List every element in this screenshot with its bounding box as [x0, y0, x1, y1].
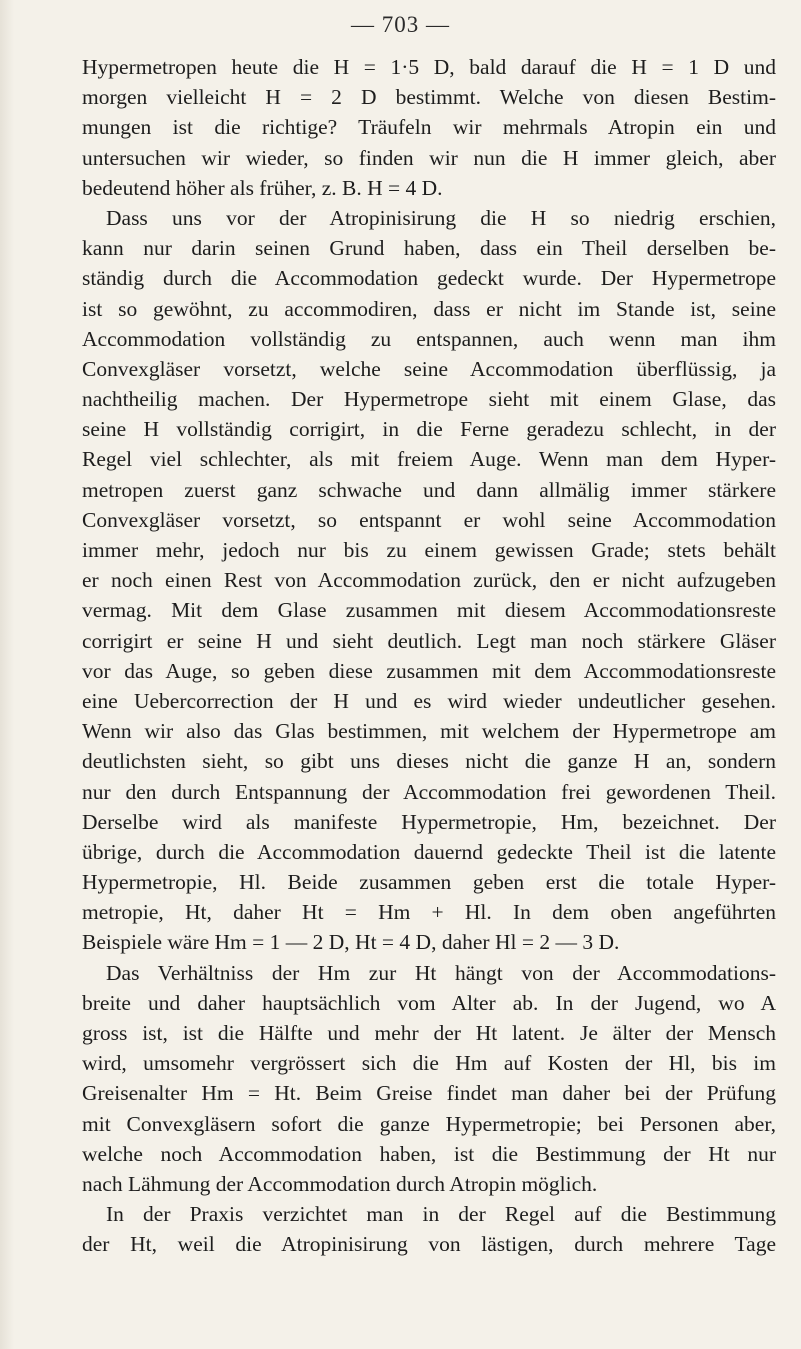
text-line: Derselbe wird als manifeste Hypermetropie, Hm, bezeichnet. Der: [82, 809, 776, 834]
text-line: Convexgläser vorsetzt, so entspannt er wohl seine Accommodation: [82, 507, 776, 532]
text-line: mungen ist die richtige? Träufeln wir mehrmals Atropin ein und: [82, 115, 776, 140]
text-line: vermag. Mit dem Glase zusammen mit diesem Accommodationsreste: [82, 598, 776, 623]
text-line: morgen vielleicht H = 2 D bestimmt. Welche von diesen Bestim-: [82, 85, 776, 110]
text-line: wird, umsomehr vergrössert sich die Hm auf Kosten der Hl, bis im: [82, 1051, 776, 1076]
text-line: mit Convexgläsern sofort die ganze Hypermetropie; bei Personen aber,: [82, 1111, 776, 1136]
page-number: — 703 —: [351, 12, 450, 37]
text-line: gross ist, ist die Hälfte und mehr der Ht latent. Je älter der Mensch: [82, 1021, 776, 1045]
text-line: ständig durch die Accommodation gedeckt wurde. Der Hypermetrope: [82, 266, 776, 291]
text-line: Accommodation vollständig zu entspannen, auch wenn man ihm: [82, 326, 776, 351]
text-line: der Ht, weil die Atropinisirung von lästigen, durch mehrere Tage: [82, 1232, 776, 1257]
text-line: seine H vollständig corrigirt, in die Ferne geradezu schlecht, in der: [82, 417, 776, 442]
text-line: vor das Auge, so geben diese zusammen mit dem Accommodationsreste: [82, 658, 776, 683]
text-line: nur den durch Entspannung der Accommodation frei gewordenen Theil.: [82, 779, 776, 804]
text-line: bedeutend höher als früher, z. B. H = 4 D.: [82, 175, 443, 200]
text-line: corrigirt er seine H und sieht deutlich. Legt man noch stärkere Gläser: [82, 628, 776, 653]
text-line: übrige, durch die Accommodation dauernd gedeckte Theil ist die latente: [82, 839, 776, 864]
text-line: Dass uns vor der Atropinisirung die H so niedrig erschien,: [106, 205, 776, 230]
page-gutter-shadow: [0, 0, 14, 1349]
text-line: nach Lähmung der Accommodation durch Atropin möglich.: [82, 1171, 598, 1196]
text-line: Regel viel schlechter, als mit freiem Auge. Wenn man dem Hyper-: [82, 447, 776, 472]
text-line: kann nur darin seinen Grund haben, dass ein Theil derselben be-: [82, 236, 776, 261]
text-line: metropie, Ht, daher Ht = Hm + Hl. In dem oben angeführten: [82, 900, 776, 925]
text-line: Hypermetropie, Hl. Beide zusammen geben erst die totale Hyper-: [82, 870, 776, 895]
text-line: deutlichsten sieht, so gibt uns dieses nicht die ganze H an, sondern: [82, 749, 776, 774]
text-line: Greisenalter Hm = Ht. Beim Greise findet man daher bei der Prüfung: [82, 1081, 776, 1106]
text-line: er noch einen Rest von Accommodation zurück, den er nicht aufzugeben: [82, 568, 776, 593]
text-line: nachtheilig machen. Der Hypermetrope sieht mit einem Glase, das: [82, 387, 776, 412]
text-line: In der Praxis verzichtet man in der Regel auf die Bestimmung: [106, 1202, 776, 1227]
text-line: Convexgläser vorsetzt, welche seine Accommodation überflüssig, ja: [82, 356, 776, 381]
text-line: untersuchen wir wieder, so finden wir nun die H immer gleich, aber: [82, 145, 776, 170]
text-line: immer mehr, jedoch nur bis zu einem gewissen Grade; stets behält: [82, 538, 776, 562]
text-line: breite und daher hauptsächlich vom Alter ab. In der Jugend, wo A: [82, 990, 776, 1015]
text-line: welche noch Accommodation haben, ist die Bestimmung der Ht nur: [82, 1141, 776, 1166]
text-line: eine Uebercorrection der H und es wird wieder undeutlicher gesehen.: [82, 688, 776, 713]
text-line: ist so gewöhnt, zu accommodiren, dass er nicht im Stande ist, seine: [82, 296, 776, 321]
body-text: [82, 52, 776, 1260]
text-line: Beispiele wäre Hm = 1 — 2 D, Ht = 4 D, daher Hl = 2 — 3 D.: [82, 930, 620, 955]
text-line: Das Verhältniss der Hm zur Ht hängt von der Accommodations-: [106, 960, 776, 985]
text-line: Wenn wir also das Glas bestimmen, mit welchem der Hypermetrope am: [82, 719, 776, 744]
text-line: metropen zuerst ganz schwache und dann allmälig immer stärkere: [82, 477, 776, 502]
text-line: Hypermetropen heute die H = 1·5 D, bald darauf die H = 1 D und: [82, 55, 776, 79]
